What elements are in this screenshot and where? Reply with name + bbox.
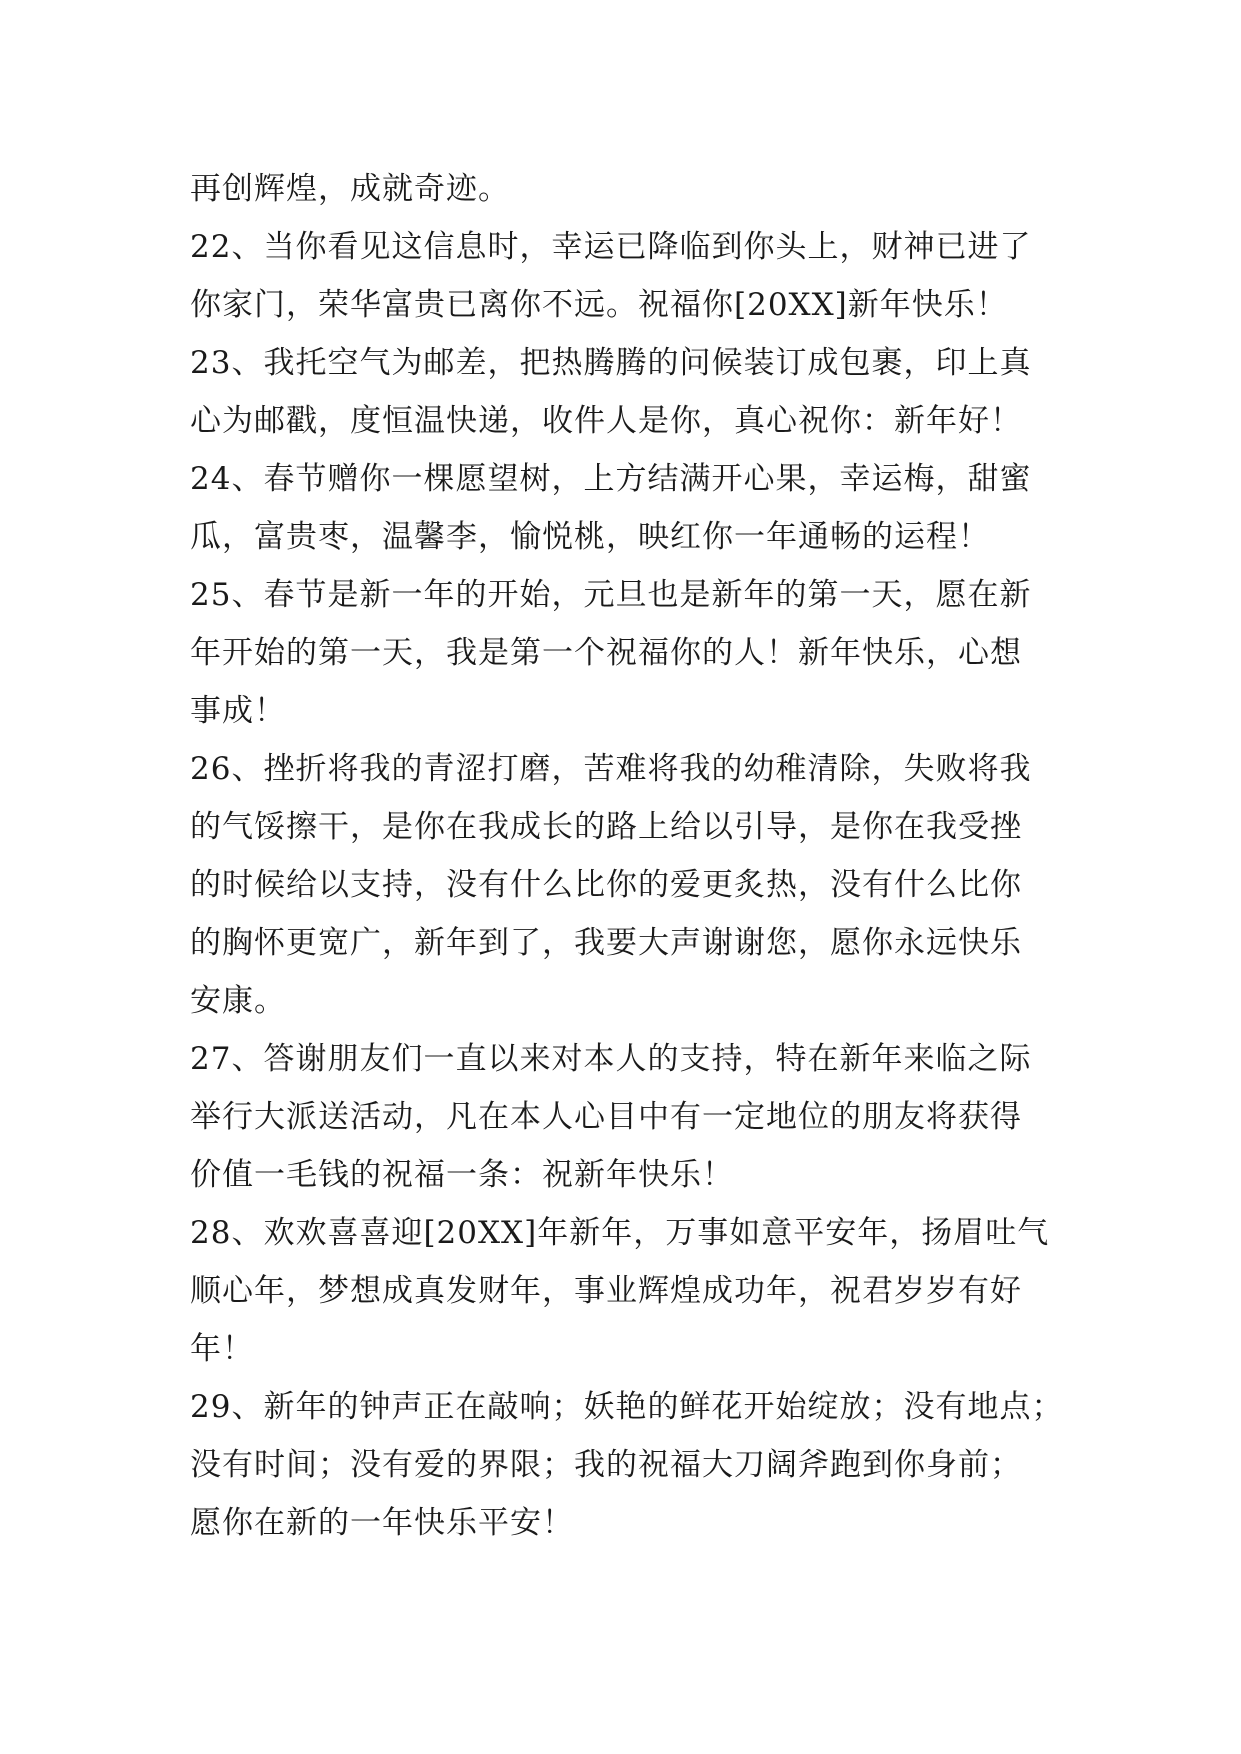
text-line: 的气馁擦干，是你在我成长的路上给以引导，是你在我受挫: [190, 809, 1022, 845]
text-line: 24、春节赠你一棵愿望树，上方结满开心果，幸运梅，甜蜜: [190, 461, 1032, 497]
text-line: 26、挫折将我的青涩打磨，苦难将我的幼稚清除，失败将我: [190, 751, 1032, 787]
text-line: 22、当你看见这信息时，幸运已降临到你头上，财神已进了: [190, 229, 1032, 265]
text-line: 23、我托空气为邮差，把热腾腾的问候装订成包裹，印上真: [190, 345, 1032, 381]
text-line: 28、欢欢喜喜迎[20XX]年新年，万事如意平安年，扬眉吐气: [190, 1215, 1050, 1251]
text-line: 年！: [190, 1331, 254, 1367]
text-line: 安康。: [190, 983, 286, 1019]
text-line: 再创辉煌，成就奇迹。: [190, 171, 510, 207]
text-line: 价值一毛钱的祝福一条：祝新年快乐！: [190, 1157, 734, 1193]
text-line: 25、春节是新一年的开始，元旦也是新年的第一天，愿在新: [190, 577, 1032, 613]
text-line: 你家门，荣华富贵已离你不远。祝福你[20XX]新年快乐！: [190, 287, 1008, 323]
text-line: 的胸怀更宽广，新年到了，我要大声谢谢您，愿你永远快乐: [190, 925, 1022, 961]
text-line: 事成！: [190, 693, 286, 729]
text-line: 瓜，富贵枣，温馨李，愉悦桃，映红你一年通畅的运程！: [190, 519, 990, 555]
text-line: 心为邮戳，度恒温快递，收件人是你，真心祝你：新年好！: [190, 403, 1022, 439]
text-line: 27、答谢朋友们一直以来对本人的支持，特在新年来临之际: [190, 1041, 1032, 1077]
text-line: 顺心年，梦想成真发财年，事业辉煌成功年，祝君岁岁有好: [190, 1273, 1022, 1309]
text-line: 愿你在新的一年快乐平安！: [190, 1505, 574, 1541]
document-body: [190, 160, 1064, 1552]
text-line: 举行大派送活动，凡在本人心目中有一定地位的朋友将获得: [190, 1099, 1022, 1135]
text-line: 的时候给以支持，没有什么比你的爱更炙热，没有什么比你: [190, 867, 1022, 903]
text-line: 没有时间；没有爱的界限；我的祝福大刀阔斧跑到你身前；: [190, 1447, 1022, 1483]
text-line: 29、新年的钟声正在敲响；妖艳的鲜花开始绽放；没有地点；: [190, 1389, 1064, 1425]
text-line: 年开始的第一天，我是第一个祝福你的人！新年快乐，心想: [190, 635, 1022, 671]
